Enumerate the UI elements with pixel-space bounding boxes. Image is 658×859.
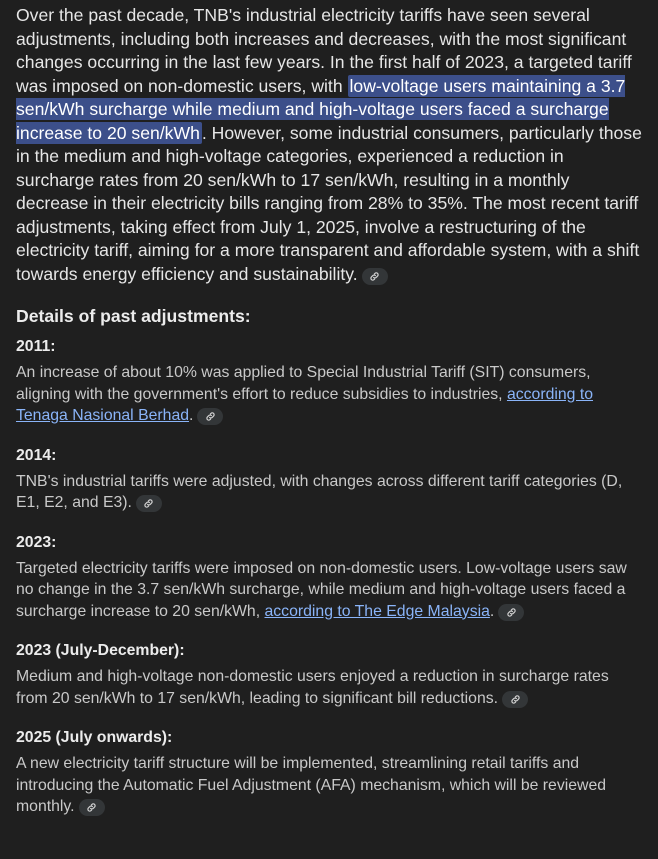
source-chip[interactable] <box>362 268 388 285</box>
link-icon <box>506 607 517 618</box>
link-icon <box>143 498 154 509</box>
section-text-end: . <box>189 407 194 424</box>
section-body <box>16 558 642 623</box>
details-list <box>16 338 642 818</box>
link-icon <box>205 411 216 422</box>
section-text: A new electricity tariff structure will be implemented, streamlining retail tariffs and introducing the Automatic Fuel Adjustment (AFA) mechanism, which will be reviewed monthly. <box>16 755 607 815</box>
section-body <box>16 471 642 514</box>
section-year: 2014: <box>16 446 57 464</box>
detail-section <box>16 338 642 427</box>
source-chip[interactable] <box>136 495 162 512</box>
source-chip[interactable] <box>502 691 528 708</box>
detail-section <box>16 642 642 709</box>
intro-paragraph <box>16 4 642 286</box>
section-text: TNB's industrial tariffs were adjusted, with changes across different tariff categories (D, E1, E2, and E3). <box>16 472 623 511</box>
highlighted-text[interactable]: low-voltage users maintaining a 3.7 sen/kWh surcharge while medium and high-voltage users faced a surcharge increase to 20 sen/kWh <box>16 75 626 143</box>
section-body <box>16 666 642 709</box>
section-year: 2023: <box>16 533 57 551</box>
section-text: Medium and high-voltage non-domestic users enjoyed a reduction in surcharge rates from 20 sen/kWh to 17 sen/kWh, leading to significant bill reductions. <box>16 668 609 707</box>
detail-section <box>16 729 642 818</box>
section-text: Targeted electricity tariffs were imposed on non-domestic users. Low-voltage users saw no change in the 3.7 sen/kWh surcharge, while medium and high-voltage users faced a surcharge increase to 20 sen/kWh, <box>16 559 627 620</box>
section-year: 2023 (July-December): <box>16 642 185 659</box>
details-heading: Details of past adjustments: <box>16 306 251 326</box>
detail-section <box>16 534 642 623</box>
detail-section <box>16 447 642 514</box>
intro-text-before: Over the past decade, TNB's industrial electricity tariffs have seen several adjustments, including both increases and decreases, with the most significant changes occurring in the last few years. In the first half of 2023, a targeted tariff was imposed on non-domestic users, with <box>16 5 632 96</box>
intro-text-after: . However, some industrial consumers, particularly those in the medium and high-voltage categories, experienced a reduction in surcharge rates from 20 sen/kWh to 17 sen/kWh, resulting in a monthly decrease in their electricity bills ranging from 28% to 35%. The most recent tariff adjustments, taking effect from July 1, 2025, involve a restructuring of the electricity tariff, aiming for a more transparent and affordable system, with a shift towards energy efficiency and sustainability. <box>16 122 642 284</box>
citation-link[interactable]: according to Tenaga Nasional Berhad <box>16 385 594 424</box>
citation-link[interactable]: according to The Edge Malaysia <box>264 602 490 620</box>
source-chip[interactable] <box>498 604 524 621</box>
source-chip[interactable] <box>197 408 223 425</box>
section-text: An increase of about 10% was applied to Special Industrial Tariff (SIT) consumers, aligning with the government's effort to reduce subsidies to industries, <box>16 364 591 403</box>
section-body <box>16 362 642 427</box>
link-icon <box>369 271 380 282</box>
section-year: 2011: <box>16 338 56 355</box>
link-icon <box>86 802 97 813</box>
source-chip[interactable] <box>79 799 105 816</box>
section-text-end: . <box>489 602 495 620</box>
section-year: 2025 (July onwards): <box>16 729 173 746</box>
section-body <box>16 753 642 818</box>
link-icon <box>510 694 521 705</box>
